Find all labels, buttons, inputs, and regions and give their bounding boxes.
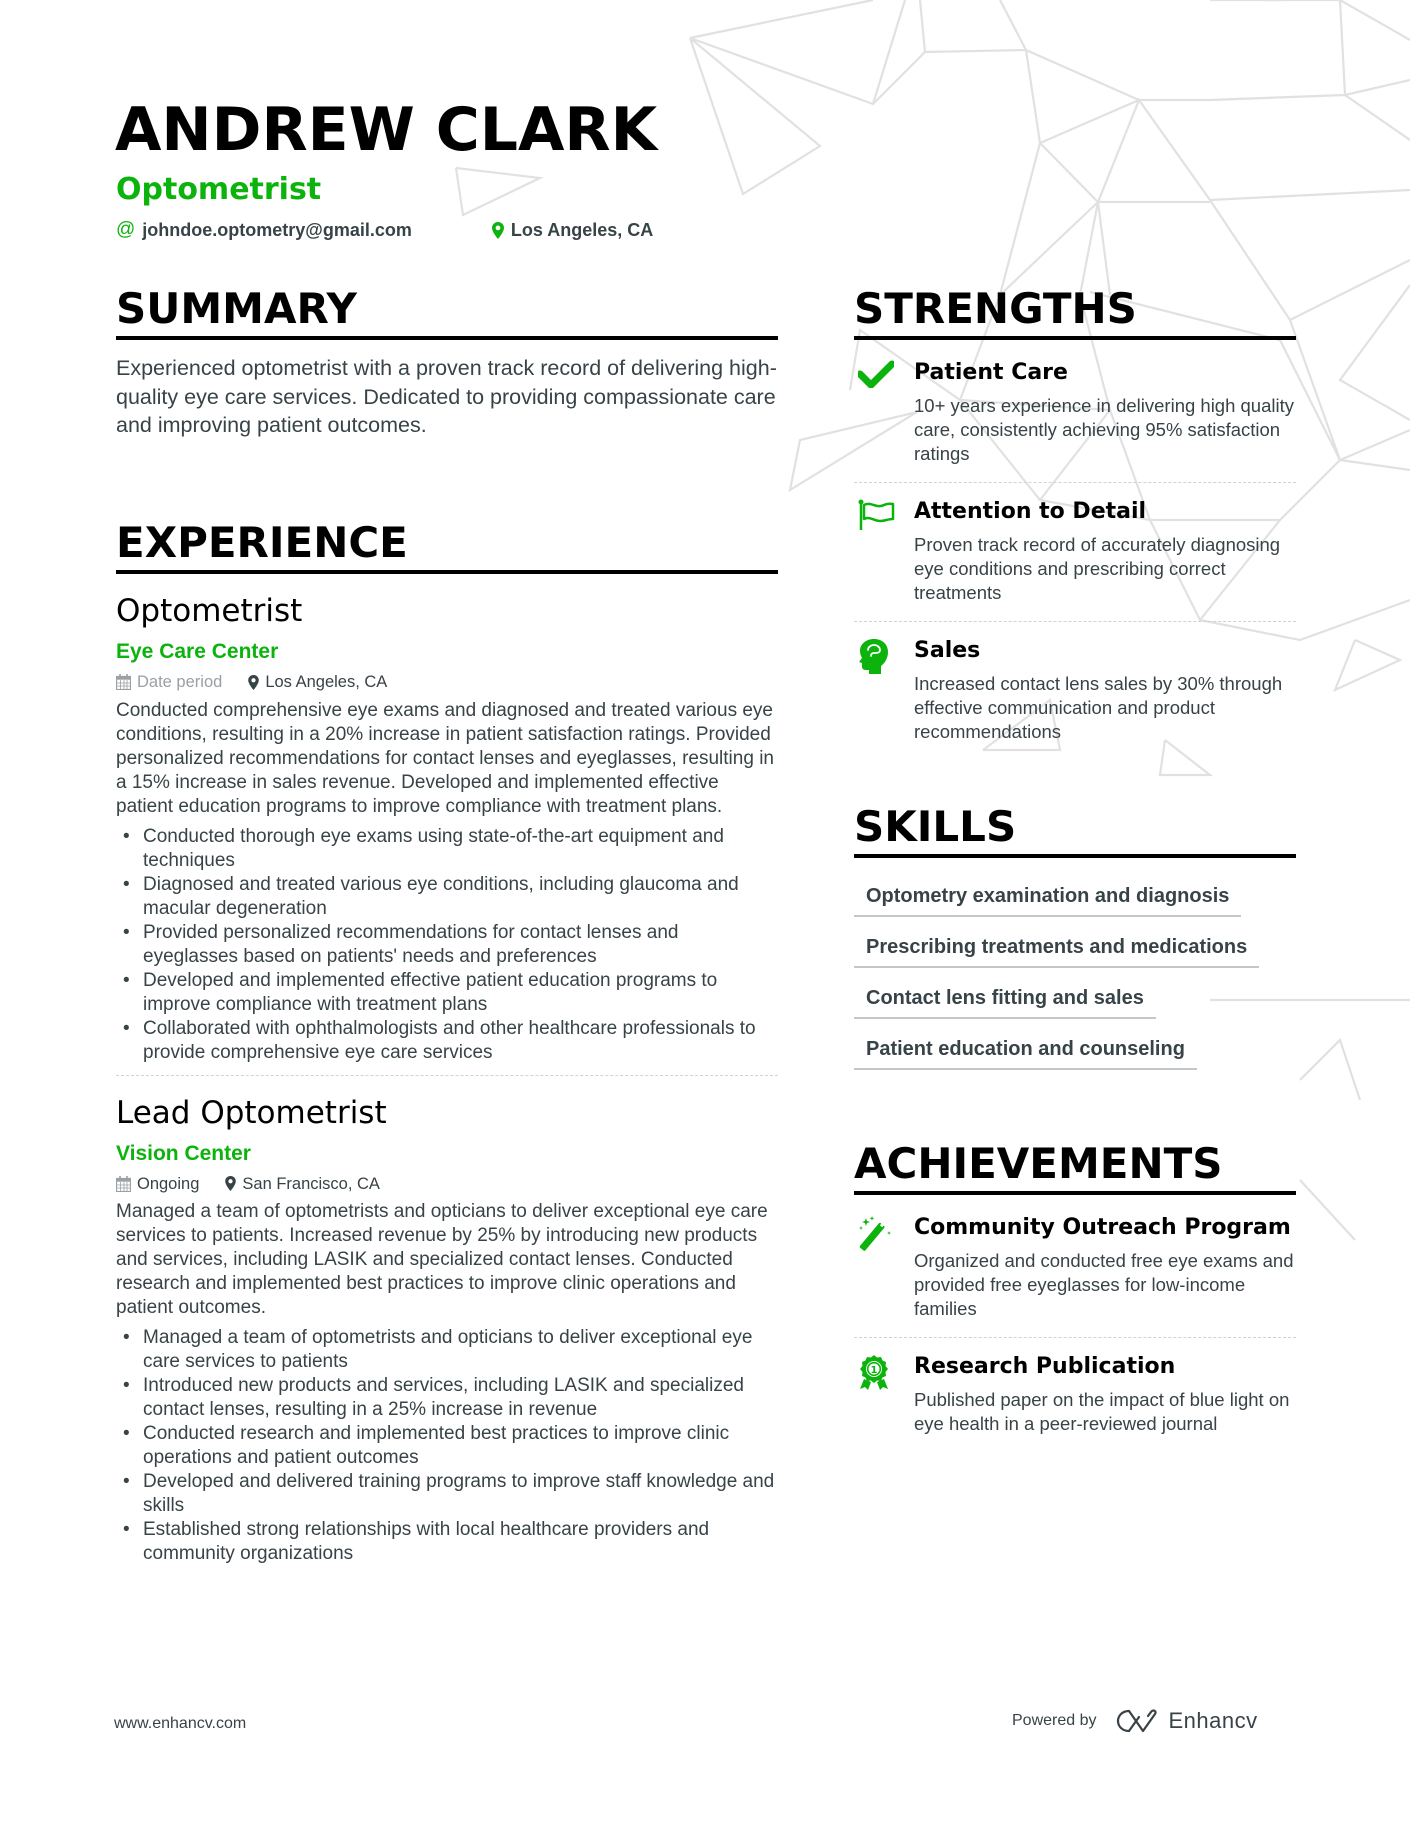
strength-description: Increased contact lens sales by 30% through effective communication and product recommendations bbox=[914, 673, 1283, 742]
job-date-text: Ongoing bbox=[137, 1174, 200, 1193]
map-pin-icon bbox=[492, 222, 504, 239]
experience-section bbox=[116, 518, 778, 1566]
job-meta bbox=[116, 1176, 778, 1193]
job-description: Conducted comprehensive eye exams and diagnosed and treated various eye conditions, resulting in a 20% increase in patient satisfaction ratings. Provided personalized recommendations for contact lenses and eyeglasses, resulting in a 15% increase in sales revenue. Developed and implemented effective patient education programs to improve compliance with treatment plans. bbox=[116, 699, 774, 817]
job-bullet: • Diagnosed and treated various eye conditions, including glaucoma and macular degeneration bbox=[116, 873, 778, 921]
skills-heading: SKILLS bbox=[854, 806, 1296, 858]
skills-section bbox=[854, 802, 1296, 1070]
strengths-heading: STRENGTHS bbox=[854, 288, 1296, 340]
svg-text:1: 1 bbox=[870, 1365, 878, 1376]
at-icon: @ bbox=[116, 219, 136, 240]
skill-tag: Prescribing treatments and medications bbox=[854, 919, 1259, 968]
checkmark-icon bbox=[854, 360, 914, 466]
job-location-text: San Francisco, CA bbox=[242, 1174, 380, 1193]
calendar-icon bbox=[116, 1176, 131, 1192]
achievement-description: Organized and conducted free eye exams and provided free eyeglasses for low-income families bbox=[914, 1250, 1294, 1319]
achievement-item bbox=[854, 1195, 1296, 1337]
summary-section bbox=[116, 284, 778, 440]
achievement-item bbox=[854, 1337, 1296, 1452]
strength-description: 10+ years experience in delivering high quality care, consistently achieving 95% satisfaction ratings bbox=[914, 395, 1294, 464]
head-brain-icon bbox=[854, 638, 914, 744]
job-bullets bbox=[116, 1326, 778, 1566]
contact-location bbox=[492, 220, 653, 241]
strength-title: Patient Care bbox=[914, 360, 1068, 385]
company-name: Eye Care Center bbox=[116, 640, 279, 663]
job-date bbox=[116, 1176, 199, 1193]
company-name: Vision Center bbox=[116, 1141, 251, 1165]
map-pin-icon bbox=[248, 675, 259, 690]
strength-item bbox=[854, 621, 1296, 760]
strengths-section bbox=[854, 284, 1296, 760]
contact-email[interactable] bbox=[116, 219, 412, 241]
job-bullet: • Conducted research and implemented best practices to improve clinic operations and patient outcomes bbox=[116, 1422, 778, 1470]
job-bullet: • Collaborated with ophthalmologists and other healthcare professionals to provide comprehensive eye care services bbox=[116, 1017, 778, 1065]
skills-list bbox=[854, 868, 1296, 1070]
contact-row bbox=[116, 219, 653, 241]
experience-entry bbox=[116, 593, 778, 1076]
entry-divider bbox=[116, 1075, 778, 1076]
job-title: Optometrist bbox=[116, 593, 303, 629]
strength-title: Sales bbox=[914, 638, 981, 663]
flag-icon bbox=[854, 499, 914, 605]
strength-description: Proven track record of accurately diagnosing eye conditions and prescribing correct treatments bbox=[914, 534, 1281, 603]
powered-by-label: Powered by bbox=[1012, 1712, 1097, 1729]
job-bullet: • Introduced new products and services, including LASIK and specialized contact lenses, resulting in a 25% increase in revenue bbox=[116, 1374, 778, 1422]
achievements-heading: ACHIEVEMENTS bbox=[854, 1143, 1296, 1195]
job-bullet: • Developed and implemented effective patient education programs to improve compliance with treatment plans bbox=[116, 969, 778, 1017]
skill-tag: Contact lens fitting and sales bbox=[854, 970, 1156, 1019]
summary-text: Experienced optometrist with a proven track record of delivering high-quality eye care services. Dedicated to providing compassionate care and improving patient outcomes. bbox=[116, 356, 777, 437]
location-text: Los Angeles, CA bbox=[510, 219, 654, 240]
experience-heading: EXPERIENCE bbox=[116, 522, 778, 574]
job-bullet: • Provided personalized recommendations for contact lenses and eyeglasses based on patients' needs and preferences bbox=[116, 921, 778, 969]
calendar-icon bbox=[116, 674, 131, 690]
strength-item bbox=[854, 482, 1296, 621]
job-bullets bbox=[116, 825, 778, 1065]
achievement-description: Published paper on the impact of blue light on eye health in a peer-reviewed journal bbox=[914, 1389, 1290, 1434]
email-text: johndoe.optometry@gmail.com bbox=[142, 219, 412, 240]
job-description: Managed a team of optometrists and opticians to deliver exceptional eye care services to patients. Increased revenue by 25% by introducing new products and services, including LASIK and specialized contact lenses. Conducted research and implemented best practices to improve clinic operations and patient outcomes. bbox=[116, 1201, 768, 1318]
candidate-name: ANDREW CLARK bbox=[115, 95, 658, 165]
job-bullet: • Conducted thorough eye exams using state-of-the-art equipment and techniques bbox=[116, 825, 778, 873]
job-bullet: • Managed a team of optometrists and opticians to deliver exceptional eye care services to patients bbox=[116, 1326, 778, 1374]
map-pin-icon bbox=[225, 1176, 236, 1191]
job-bullet: • Established strong relationships with local healthcare providers and community organizations bbox=[116, 1518, 778, 1566]
award-ribbon-icon bbox=[854, 1354, 914, 1436]
achievement-title: Community Outreach Program bbox=[914, 1215, 1291, 1240]
achievements-section bbox=[854, 1139, 1296, 1452]
job-date-text: Date period bbox=[137, 673, 223, 691]
magic-wand-icon bbox=[854, 1215, 914, 1321]
job-location bbox=[248, 674, 387, 691]
footer-website-link[interactable]: www.enhancv.com bbox=[114, 1715, 247, 1732]
candidate-role: Optometrist bbox=[116, 172, 322, 207]
job-date bbox=[116, 674, 222, 691]
brand-name: Enhancv bbox=[1168, 1708, 1258, 1733]
enhancv-logo[interactable] bbox=[1115, 1708, 1258, 1734]
skill-tag: Optometry examination and diagnosis bbox=[854, 868, 1241, 917]
experience-entry bbox=[116, 1094, 778, 1567]
summary-heading: SUMMARY bbox=[116, 288, 778, 340]
job-location bbox=[225, 1176, 380, 1193]
job-location-text: Los Angeles, CA bbox=[265, 673, 388, 691]
job-meta bbox=[116, 674, 778, 691]
strength-title: Attention to Detail bbox=[914, 499, 1147, 524]
achievement-title: Research Publication bbox=[914, 1354, 1176, 1379]
enhancv-logo-icon bbox=[1115, 1708, 1161, 1734]
footer-powered-by bbox=[1012, 1708, 1258, 1734]
job-bullet: • Developed and delivered training programs to improve staff knowledge and skills bbox=[116, 1470, 778, 1518]
skill-tag: Patient education and counseling bbox=[854, 1021, 1197, 1070]
strength-item bbox=[854, 340, 1296, 482]
job-title: Lead Optometrist bbox=[116, 1094, 387, 1131]
